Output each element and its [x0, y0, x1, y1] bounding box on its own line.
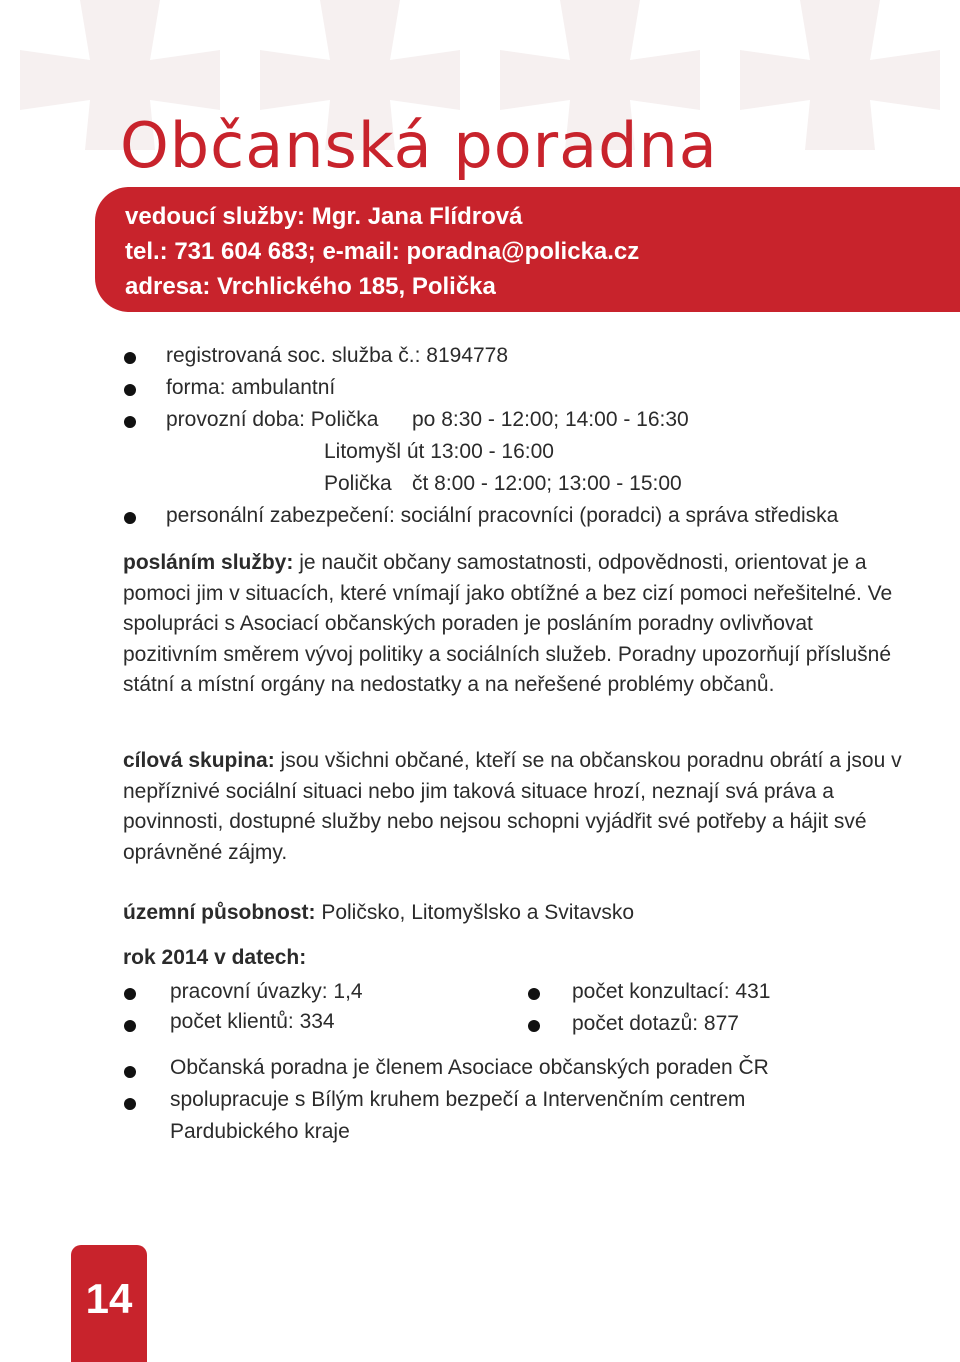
- bullet-icon: [124, 352, 136, 364]
- bullet-icon: [124, 384, 136, 396]
- stat-queries: počet dotazů: 877: [572, 1012, 739, 1035]
- stat-workload: pracovní úvazky: 1,4: [170, 980, 363, 1003]
- mission-text: je naučit občany samostatnosti, odpovědnosti, orientovat je a pomoci jim v situacích, které vnímají jako obtížné a bez cizí pomoci neřešitelné. Ve spolupráci s Asociací občanských poraden je posláním poradny ovlivňovat pozitivním směrem vývoj politiky a sociálních služeb. Poradny upozorňují příslušné státní a místní orgány na nedostatky a na neřešené problémy občanů.: [123, 551, 893, 696]
- contact-phone-email: tel.: 731 604 683; e-mail: poradna@policka.cz: [125, 238, 640, 265]
- target-paragraph: [123, 746, 913, 868]
- page-title: Občanská poradna: [120, 109, 718, 182]
- bullet-icon: [124, 416, 136, 428]
- hours-line-2: Litomyšl út 13:00 - 16:00: [324, 440, 554, 463]
- bullet-icon: [124, 1020, 136, 1032]
- form-text: forma: ambulantní: [166, 376, 336, 399]
- stat-consultations: počet konzultací: 431: [572, 980, 771, 1003]
- mission-label: posláním služby:: [123, 551, 294, 574]
- hours-line-3: čt 8:00 - 12:00; 13:00 - 15:00: [412, 472, 682, 495]
- territory-paragraph: [123, 898, 913, 929]
- registration-text: registrovaná soc. služba č.: 8194778: [166, 344, 509, 367]
- territory-text: Poličsko, Litomyšlsko a Svitavsko: [315, 901, 635, 924]
- cross-watermark: [740, 0, 940, 150]
- bullet-icon: [124, 1098, 136, 1110]
- note-cooperation-cont: Pardubického kraje: [170, 1120, 350, 1143]
- note-cooperation: spolupracuje s Bílým kruhem bezpečí a Intervenčním centrem: [170, 1088, 746, 1111]
- stat-clients: počet klientů: 334: [170, 1010, 335, 1033]
- staff-text: personální zabezpečení: sociální pracovníci (poradci) a správa střediska: [166, 504, 839, 527]
- note-membership: Občanská poradna je členem Asociace občanských poraden ČR: [170, 1056, 769, 1079]
- bullet-icon: [124, 988, 136, 1000]
- page-number-tab: [71, 1245, 147, 1362]
- territory-label: územní působnost:: [123, 901, 316, 924]
- contact-band: [95, 187, 960, 312]
- bullet-icon: [528, 988, 540, 1000]
- target-label: cílová skupina:: [123, 749, 275, 772]
- hours-line-3-place: Polička: [324, 472, 392, 495]
- bullet-icon: [124, 1066, 136, 1078]
- contact-head: vedoucí služby: Mgr. Jana Flídrová: [125, 203, 523, 230]
- contact-address: adresa: Vrchlického 185, Polička: [125, 273, 496, 300]
- mission-paragraph: [123, 548, 913, 701]
- page-number: 14: [85, 1275, 133, 1322]
- hours-line-1: po 8:30 - 12:00; 14:00 - 16:30: [412, 408, 689, 431]
- hours-label: provozní doba: Polička: [166, 408, 379, 431]
- bullet-icon: [124, 512, 136, 524]
- stats-heading: rok 2014 v datech:: [123, 946, 307, 969]
- bullet-icon: [528, 1020, 540, 1032]
- target-text: jsou všichni občané, kteří se na občanskou poradnu obrátí a jsou v nepříznivé sociální situaci nebo jim taková situace hrozí, neznají svá práva a povinnosti, dostupné služby nebo nejsou schopni vyjádřit své potřeby a hájit své oprávněné zájmy.: [123, 749, 902, 864]
